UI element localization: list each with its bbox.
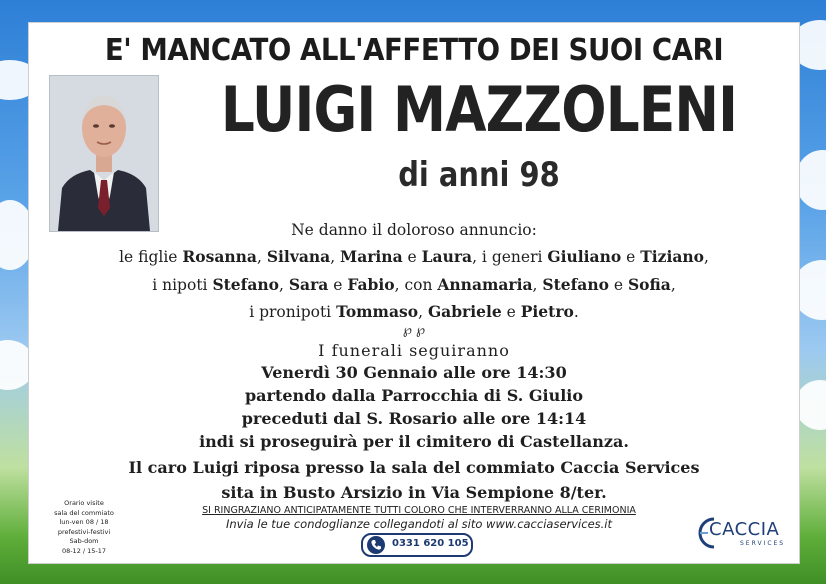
text-fragment: e (328, 276, 348, 294)
relative-name: Marina (340, 247, 403, 266)
text-fragment: , (704, 248, 709, 266)
text-fragment: , (670, 276, 676, 294)
hours-line: sala del commiato (54, 508, 114, 517)
resting-place: Il caro Luigi riposa presso la sala del commiato Caccia Services (128, 458, 700, 477)
headline: E' MANCATO ALL'AFFETTO DEI SUOI CARI (104, 33, 724, 68)
relative-name: Pietro (520, 302, 574, 321)
funeral-heading: I funerali seguiranno (318, 341, 510, 360)
relative-name: Giuliano (547, 247, 622, 266)
phone-number: 0331 620 105 (392, 538, 469, 549)
logo-subtext: SERVICES (740, 540, 786, 547)
relative-name: Stefano (212, 275, 279, 294)
funeral-cemetery: indi si proseguirà per il cimitero di Castellanza. (199, 432, 629, 451)
family-line-great-grandchildren (29, 302, 799, 321)
age: di anni 98 (398, 155, 560, 195)
phone-icon (367, 536, 385, 554)
family-line-grandchildren (29, 275, 799, 294)
text-fragment: , (532, 276, 543, 294)
deceased-name: LUIGI MAZZOLENI (220, 73, 738, 146)
visiting-hours (39, 499, 129, 556)
relative-name: Tommaso (336, 302, 419, 321)
logo-text: CACCIA (709, 519, 780, 540)
text-fragment: , (278, 276, 289, 294)
text-fragment: , (256, 248, 267, 266)
relative-name: Rosanna (182, 247, 257, 266)
text-fragment: i pronipoti (249, 303, 337, 321)
announcement-intro: Ne danno il doloroso annuncio: (291, 221, 537, 239)
relative-name: Sara (288, 275, 329, 294)
relative-name: Tiziano (640, 247, 704, 266)
hours-line: Sab-dom (69, 537, 99, 545)
funeral-departure: partendo dalla Parrocchia di S. Giulio (244, 386, 584, 405)
text-fragment: e (608, 276, 628, 294)
relative-name: Fabio (347, 275, 395, 294)
text-fragment: , (330, 248, 341, 266)
caccia-services-logo (694, 513, 794, 553)
phone-badge[interactable] (361, 533, 473, 557)
text-fragment: i nipoti (152, 276, 213, 294)
relative-name: Annamaria (437, 275, 533, 294)
condolences-link[interactable]: Invia le tue condoglianze collegandoti al sito www.cacciaservices.it (226, 517, 612, 531)
relative-name: Laura (421, 247, 473, 266)
relative-name: Stefano (542, 275, 609, 294)
funeral-rosary: preceduti dal S. Rosario alle ore 14:14 (241, 409, 587, 428)
text-fragment: . (573, 303, 579, 321)
obituary-card (28, 22, 800, 564)
text-fragment: e (621, 248, 641, 266)
hours-line: 08-12 / 15-17 (61, 546, 107, 555)
resting-address: sita in Busto Arsizio in Via Sempione 8/ter. (221, 483, 607, 502)
text-fragment: e (501, 303, 521, 321)
text-fragment: , (418, 303, 428, 321)
text-fragment: , con (394, 276, 438, 294)
thanks-note: SI RINGRAZIANO ANTICIPATAMENTE TUTTI COLORO CHE INTERVERRANNO ALLA CERIMONIA (202, 505, 636, 516)
relative-name: Gabriele (427, 302, 502, 321)
text-fragment: , i generi (472, 248, 548, 266)
text-fragment: le figlie (119, 248, 183, 266)
text-fragment: e (402, 248, 422, 266)
hours-line: prefestivi-festivi (57, 527, 111, 536)
portrait-photo (49, 75, 159, 232)
hours-line: lun-ven 08 / 18 (59, 518, 109, 526)
family-line-children (29, 247, 799, 266)
ornament-divider: ℘ ℘ (402, 323, 426, 338)
hours-line: Orario visite (64, 499, 104, 507)
funeral-date: Venerdì 30 Gennaio alle ore 14:30 (261, 363, 567, 382)
relative-name: Sofia (627, 275, 671, 294)
relative-name: Silvana (266, 247, 331, 266)
